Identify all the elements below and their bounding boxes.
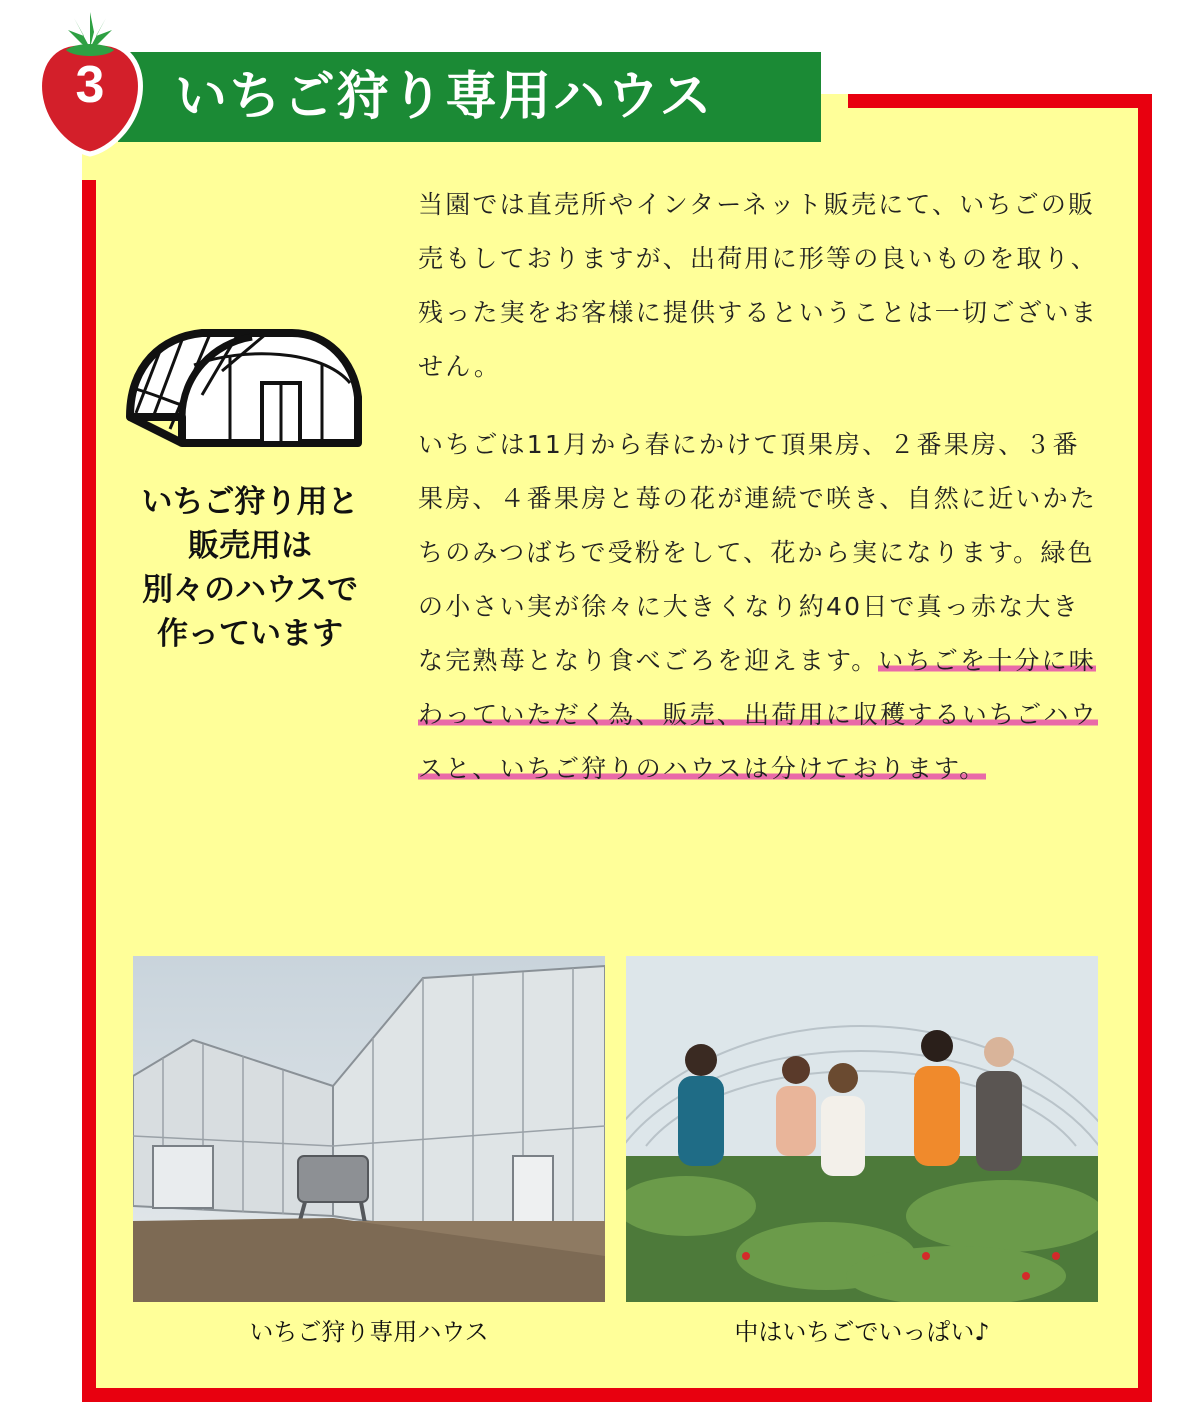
photo-greenhouse-interior: [626, 956, 1098, 1302]
section-title: いちご狩り専用ハウス: [175, 67, 714, 127]
panel-border-left: [82, 180, 96, 1402]
side-caption-line: 作っています: [157, 616, 343, 652]
panel-border-top: [848, 94, 1152, 108]
side-caption-line: 別々のハウスで: [141, 572, 359, 608]
photo-caption: 中はいちごでいっぱい♪: [734, 1318, 990, 1346]
body-paragraph-2-text: いちごは11月から春にかけて頂果房、２番果房、３番果房、４番果房と苺の花が連続で咲き、自然に近いかたちのみつばちで受粉をして、花から実になります。緑色の小さい実が徐々に大きくなり約40日で真っ赤な大きな完熟苺となり食べごろを迎えます。: [418, 430, 1098, 675]
section-number: 3: [75, 56, 105, 114]
side-caption: [100, 480, 400, 656]
body-paragraph-2: [418, 418, 1098, 796]
side-caption-line: 販売用は: [188, 528, 312, 564]
greenhouse-icon: [122, 325, 367, 450]
panel-border-bottom: [82, 1388, 1152, 1402]
photo-caption: いちご狩り専用ハウス: [249, 1318, 489, 1346]
panel-border-right: [1138, 94, 1152, 1402]
side-caption-line: いちご狩り用と: [141, 484, 359, 520]
photo-greenhouse-exterior: [133, 956, 605, 1302]
body-text: [418, 178, 1098, 796]
body-paragraph-1: 当園では直売所やインターネット販売にて、いちごの販売もしておりますが、出荷用に形等の良いものを取り、残った実をお客様に提供するということは一切ございません。: [418, 190, 1099, 381]
highlighted-text: いちごを十分に味わっていただく為、販売、出荷用に収穫するいちごハウスと、いちご狩りのハウスは分けております。: [418, 646, 1098, 783]
